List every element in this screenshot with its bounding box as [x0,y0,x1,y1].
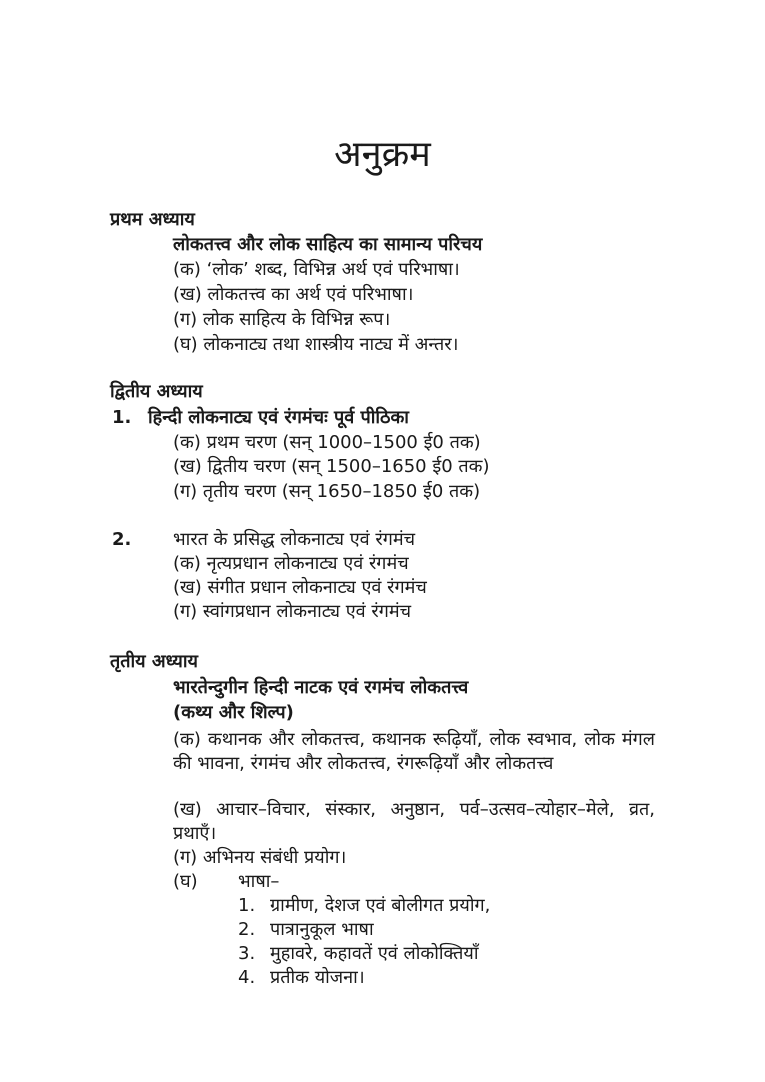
sub-item: मुहावरे, कहावतें एवं लोकोक्तियाँ [270,943,479,964]
sub-item: पात्रानुकूल भाषा [270,919,374,940]
toc-item: (क) कथानक और लोकतत्त्व, कथानक रूढ़ियाँ, लोक स्वभाव, लोक मंगल की भावना, रंगमंच और लोकतत्त्व, रंगरूढ़ियाँ और लोकतत्त्व [173,729,655,774]
page-title: अनुक्रम [334,134,431,175]
toc-item: (ग) अभिनय संबंधी प्रयोग। [173,847,347,868]
section-number: 2. [112,529,132,550]
toc-item: (ख) लोकतत्त्व का अर्थ एवं परिभाषा। [173,284,414,305]
toc-item: (ग) लोक साहित्य के विभिन्न रूप। [173,309,391,330]
toc-item: (ख) आचार–विचार, संस्कार, अनुष्ठान, पर्व–उत्सव–त्योहार–मेले, व्रत, प्रथाएँ। [173,799,655,844]
chapter3-subtitle: भारतेन्दुगीन हिन्दी नाटक एवं रगमंच लोकतत्त्व [173,677,469,698]
sub-item-number: 1. [238,895,256,916]
toc-item: (घ) लोकनाट्य तथा शास्त्रीय नाट्य में अन्तर। [173,334,459,355]
toc-item: (क) नृत्यप्रधान लोकनाट्य एवं रंगमंच [173,553,409,574]
sub-item-number: 3. [238,943,256,964]
chapter1-heading: प्रथम अध्याय [110,209,195,230]
toc-item: (क) ‘लोक’ शब्द, विभिन्न अर्थ एवं परिभाषा। [173,259,460,280]
sub-item: प्रतीक योजना। [270,967,365,988]
toc-item: (ख) द्वितीय चरण (सन् 1500–1650 ई0 तक) [173,456,490,477]
sub-item: ग्रामीण, देशज एवं बोलीगत प्रयोग, [270,895,491,916]
chapter1-subtitle: लोकतत्त्व और लोक साहित्य का सामान्य परिचय [173,234,483,255]
sub-item-number: 2. [238,919,256,940]
chapter3-subtitle-2: (कथ्य और शिल्प) [173,702,294,723]
toc-item: (क) प्रथम चरण (सन् 1000–1500 ई0 तक) [173,432,481,453]
toc-item-label: (घ) [173,871,198,892]
section-title: हिन्दी लोकनाट्य एवं रंगमंचः पूर्व पीठिका [148,407,409,428]
toc-item: (ग) स्वांगप्रधान लोकनाट्य एवं रंगमंच [173,601,412,622]
toc-item: (ग) तृतीय चरण (सन् 1650–1850 ई0 तक) [173,481,481,502]
sub-item-number: 4. [238,967,256,988]
toc-item: भाषा– [238,871,280,892]
chapter3-heading: तृतीय अध्याय [110,651,198,672]
toc-item: (ख) संगीत प्रधान लोकनाट्य एवं रंगमंच [173,577,427,598]
chapter2-heading: द्वितीय अध्याय [110,381,203,402]
section-number: 1. [112,407,132,428]
section-title: भारत के प्रसिद्ध लोकनाट्य एवं रंगमंच [173,529,416,550]
